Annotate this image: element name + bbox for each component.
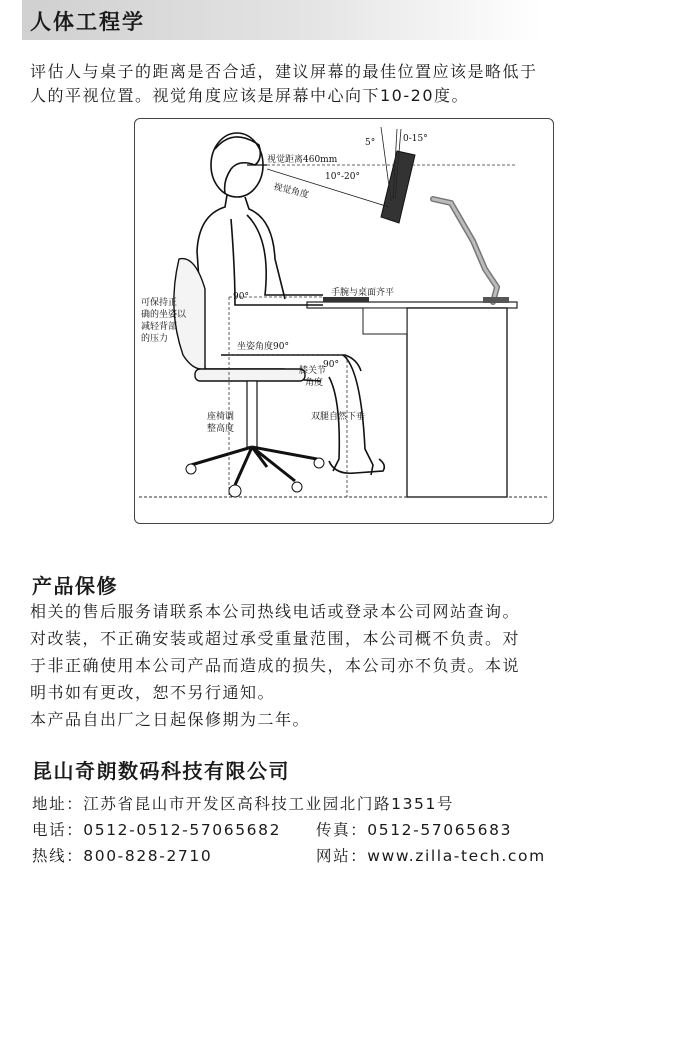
company-fax: 传真：0512-57065683 bbox=[316, 821, 513, 839]
company-name: 昆山奇朗数码科技有限公司 bbox=[32, 759, 290, 783]
ergonomics-line-2: 人的平视位置。视觉角度应该是屏幕中心向下10-20度。 bbox=[30, 86, 469, 105]
back-note-line-2: 确的坐姿以 bbox=[141, 310, 187, 320]
angle-10-20-label: 10°-20° bbox=[325, 172, 360, 182]
knee-joint-line-1: 膝关节 bbox=[299, 366, 327, 376]
legs-down-label: 双腿自然下垂 bbox=[311, 412, 366, 422]
warranty-line-2: 对改装，不正确安装或超过承受重量范围，本公司概不负责。对 bbox=[30, 629, 521, 648]
angle-0-15-label: 0-15° bbox=[403, 134, 428, 144]
section-title-bar bbox=[22, 0, 542, 40]
ergonomics-line-1: 评估人与桌子的距离是否合适，建议屏幕的最佳位置应该是略低于 bbox=[30, 62, 538, 81]
wrist-desk-label: 手腕与桌面齐平 bbox=[331, 288, 395, 298]
view-distance-label: 视觉距离460mm bbox=[267, 155, 338, 165]
company-address: 地址：江苏省昆山市开发区高科技工业园北门路1351号 bbox=[32, 795, 455, 813]
angle-90-elbow-label: 90° bbox=[233, 292, 249, 302]
back-note-line-1: 可保持正 bbox=[141, 298, 178, 308]
section-title-ergonomics: 人体工程学 bbox=[30, 10, 145, 34]
company-website: 网站：www.zilla-tech.com bbox=[316, 847, 546, 865]
warranty-line-1: 相关的售后服务请联系本公司热线电话或登录本公司网站查询。 bbox=[30, 602, 521, 621]
seat-height-line-1: 座椅调 bbox=[207, 412, 235, 422]
ergonomics-diagram bbox=[134, 118, 554, 524]
sit-angle-label: 坐姿角度90° bbox=[237, 342, 289, 352]
warranty-line-3: 于非正确使用本公司产品而造成的损失，本公司亦不负责。本说 bbox=[30, 656, 521, 675]
company-phone: 电话：0512-0512-57065682 bbox=[32, 821, 282, 839]
company-hotline: 热线：800-828-2710 bbox=[32, 847, 213, 865]
angle-5-label: 5° bbox=[365, 138, 376, 148]
ergonomics-illustration bbox=[135, 119, 553, 523]
back-note-line-4: 的压力 bbox=[141, 334, 169, 344]
knee-joint-line-2: 角度 bbox=[305, 378, 324, 388]
view-angle-label: 视觉角度 bbox=[272, 182, 310, 201]
warranty-line-5: 本产品自出厂之日起保修期为二年。 bbox=[30, 710, 311, 729]
section-title-warranty: 产品保修 bbox=[32, 574, 118, 598]
seat-height-line-2: 整高度 bbox=[207, 424, 235, 434]
back-note-line-3: 减轻背部 bbox=[141, 322, 178, 332]
warranty-line-4: 明书如有更改，恕不另行通知。 bbox=[30, 683, 276, 702]
angle-90-knee-label: 90° bbox=[323, 360, 339, 370]
